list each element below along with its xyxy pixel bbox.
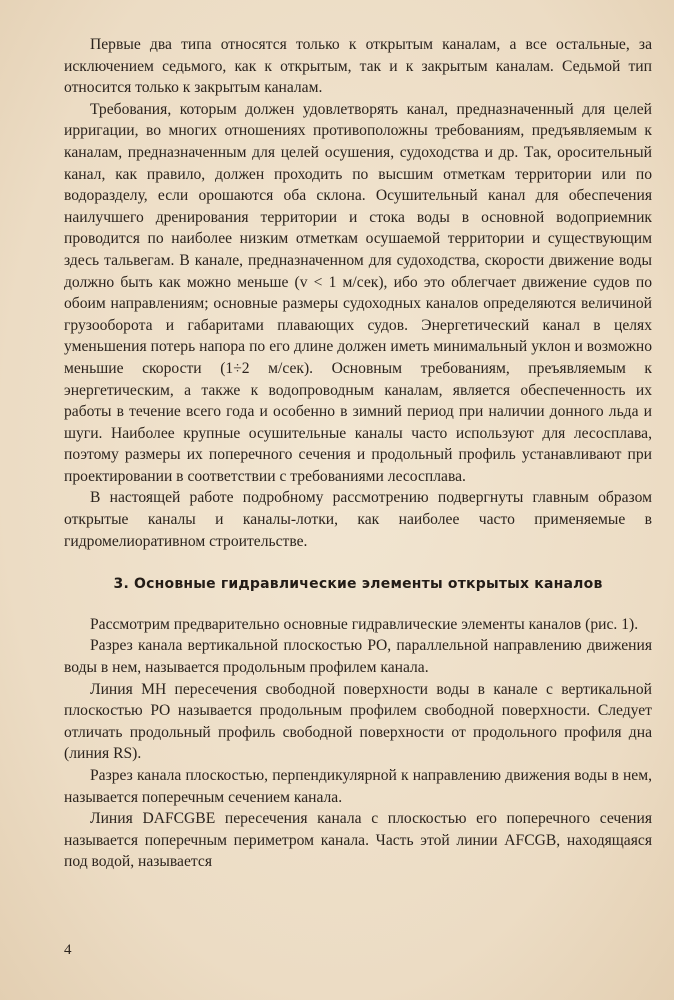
section-heading: 3. Основные гидравлические элементы открытых каналов bbox=[113, 576, 603, 593]
paragraph: Разрез канала плоскостью, перпендикулярной к направлению движения воды в нем, называется поперечным сечением канала. bbox=[64, 767, 652, 806]
text-column bbox=[64, 34, 652, 873]
paragraph: Разрез канала вертикальной плоскостью PO, параллельной направлению движения воды в нем, называется продольным профилем канала. bbox=[64, 637, 652, 677]
paragraph: В настоящей работе подробному рассмотрению подвергнуты главным образом открытые каналы и каналы-лотки, как наиболее часто применяемые в гидромелиоративном строительстве. bbox=[64, 489, 652, 550]
paragraph: Первые два типа относятся только к открытым каналам, а все остальные, за исключением седьмого, как к открытым, так и к закрытым каналам. Седьмой тип относится только к закрытым каналам. bbox=[64, 36, 652, 97]
paragraph: Линия MH пересечения свободной поверхности воды в канале с вертикальной плоскостью PO называется продольным профилем свободной поверхности. Следует отличать продольный профиль свободной поверхности от продольного профиля дна (линия RS). bbox=[64, 680, 652, 763]
paragraph: Требования, которым должен удовлетворять канал, предназначенный для целей ирригации, во многих отношениях противоположны требованиям, предъявляемым к каналам, предназначенным для целей осушения, судоходства и др. Так, оросительный канал, как правило, должен проходить по высшим отметкам территории или по водоразделу, если орошаются оба склона. Осушительный канал для обеспечения наилучшего дренирования территории и стока воды в основной водоприемник проводится по наиболее низким отметкам осушаемой территории и существующим здесь тальвегам. В канале, предназначенном для судоходства, скорости движение воды должно быть как можно меньше (v < 1 м/сек), ибо это облегчает движение судов по обоим направлениям; основные размеры судоходных каналов определяются величиной грузооборота и габаритами плавающих судов. Энергетический канал в целях уменьшения потерь напора по его длине должен иметь минимальный уклон и возможно меньшие скорости (1÷2 м/сек). Основным требованиям, преъявляемым к энергетическим, а также к водопроводным каналам, является обеспеченность их работы в течение всего года и особенно в зимний период при наличии донного льда и шуги. Наиболее крупные осушительные каналы часто используют для лесосплава, поэтому размеры их поперечного сечения и продольный профиль устанавливают при проектировании в соответствии с требованиями лесосплава. bbox=[64, 100, 652, 485]
paragraph: Линия DAFCGBE пересечения канала с плоскостью его поперечного сечения называется поперечным периметром канала. Часть этой линии AFCGB, находящаяся под водой, называется bbox=[64, 810, 652, 871]
paragraph: Рассмотрим предварительно основные гидравлические элементы каналов (рис. 1). bbox=[90, 615, 639, 633]
page-number: 4 bbox=[64, 942, 72, 958]
